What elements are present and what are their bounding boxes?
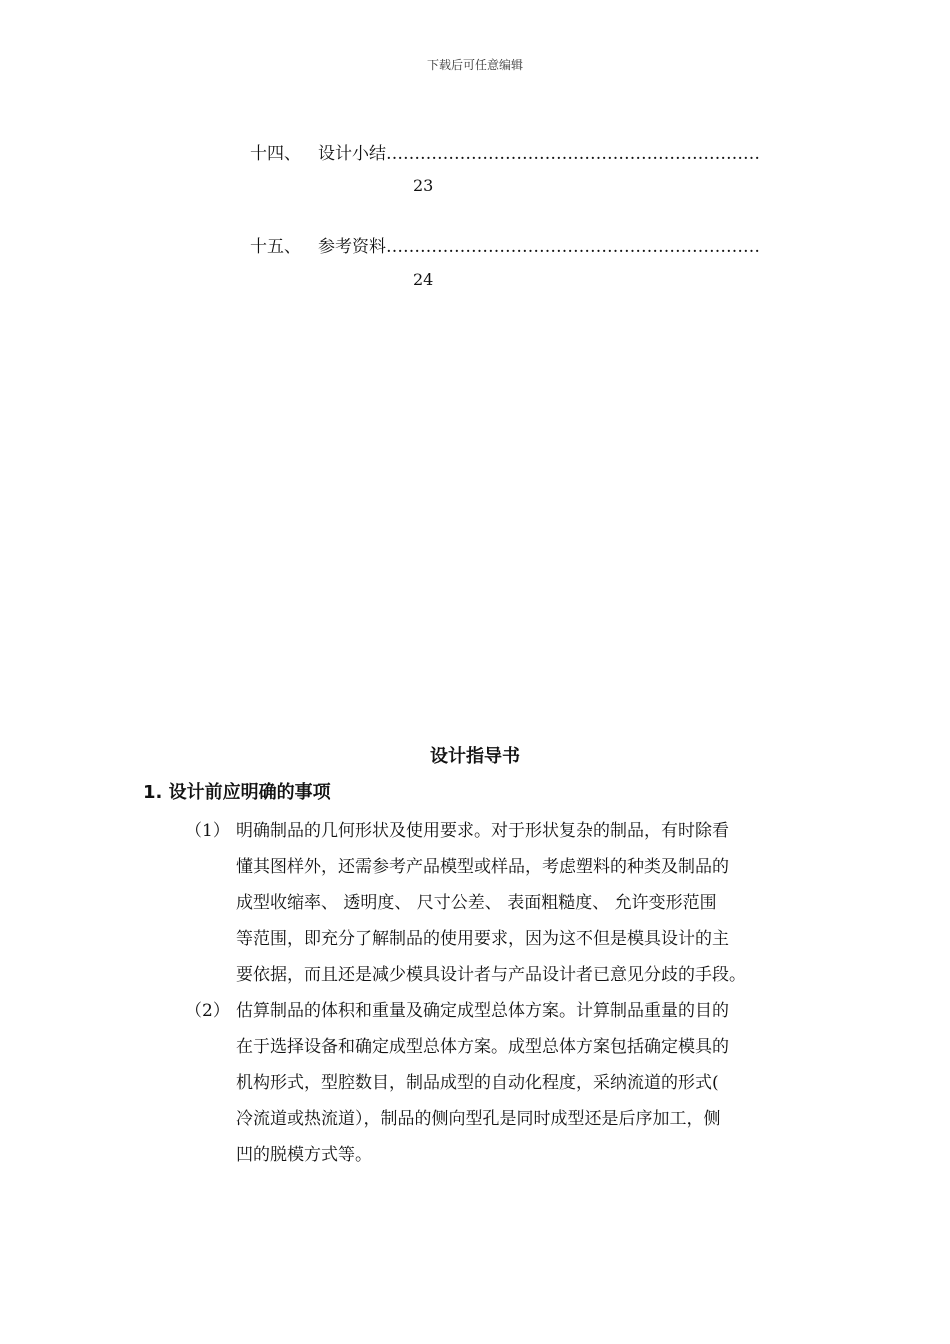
paragraph-line: 冷流道或热流道），制品的侧向型孔是同时成型还是后序加工，侧 <box>236 1109 721 1129</box>
paragraph-line: 成型收缩率、 透明度、 尺寸公差、 表面粗糙度、 允许变形范围 <box>236 893 717 913</box>
toc-title: 参考资料 <box>318 237 386 257</box>
list-item-number: （1） <box>185 821 230 841</box>
paragraph-line: 估算制品的体积和重量及确定成型总体方案。计算制品重量的目的 <box>236 1001 729 1021</box>
list-item-number: （2） <box>185 1001 230 1021</box>
paragraph-line: 凹的脱模方式等。 <box>236 1145 372 1165</box>
toc-entry-15[interactable] <box>250 232 795 258</box>
toc-leader-dots: ………………………………………………………… <box>386 237 760 257</box>
section-heading: 1. 设计前应明确的事项 <box>143 782 331 803</box>
document-title: 设计指导书 <box>430 746 520 767</box>
paragraph-line: 懂其图样外，还需参考产品模型或样品，考虑塑料的种类及制品的 <box>236 857 729 877</box>
toc-number: 十五、 <box>250 237 301 257</box>
toc-page-number: 24 <box>413 270 434 289</box>
paragraph-line: 明确制品的几何形状及使用要求。对于形状复杂的制品，有时除看 <box>236 821 729 841</box>
toc-page-number: 23 <box>413 176 434 195</box>
paragraph-line: 要依据，而且还是减少模具设计者与产品设计者已意见分歧的手段。 <box>236 965 746 985</box>
toc-entry-14[interactable] <box>250 139 795 165</box>
paragraph-line: 机构形式，型腔数目，制品成型的自动化程度，采纳流道的形式( <box>236 1073 719 1093</box>
paragraph-line: 在于选择设备和确定成型总体方案。成型总体方案包括确定模具的 <box>236 1037 729 1057</box>
toc-leader-dots: ………………………………………………………… <box>386 144 760 164</box>
header-note: 下载后可任意编辑 <box>426 58 523 72</box>
toc-number: 十四、 <box>250 144 301 164</box>
toc-title: 设计小结 <box>318 144 386 164</box>
paragraph-line: 等范围，即充分了解制品的使用要求，因为这不但是模具设计的主 <box>236 929 729 949</box>
